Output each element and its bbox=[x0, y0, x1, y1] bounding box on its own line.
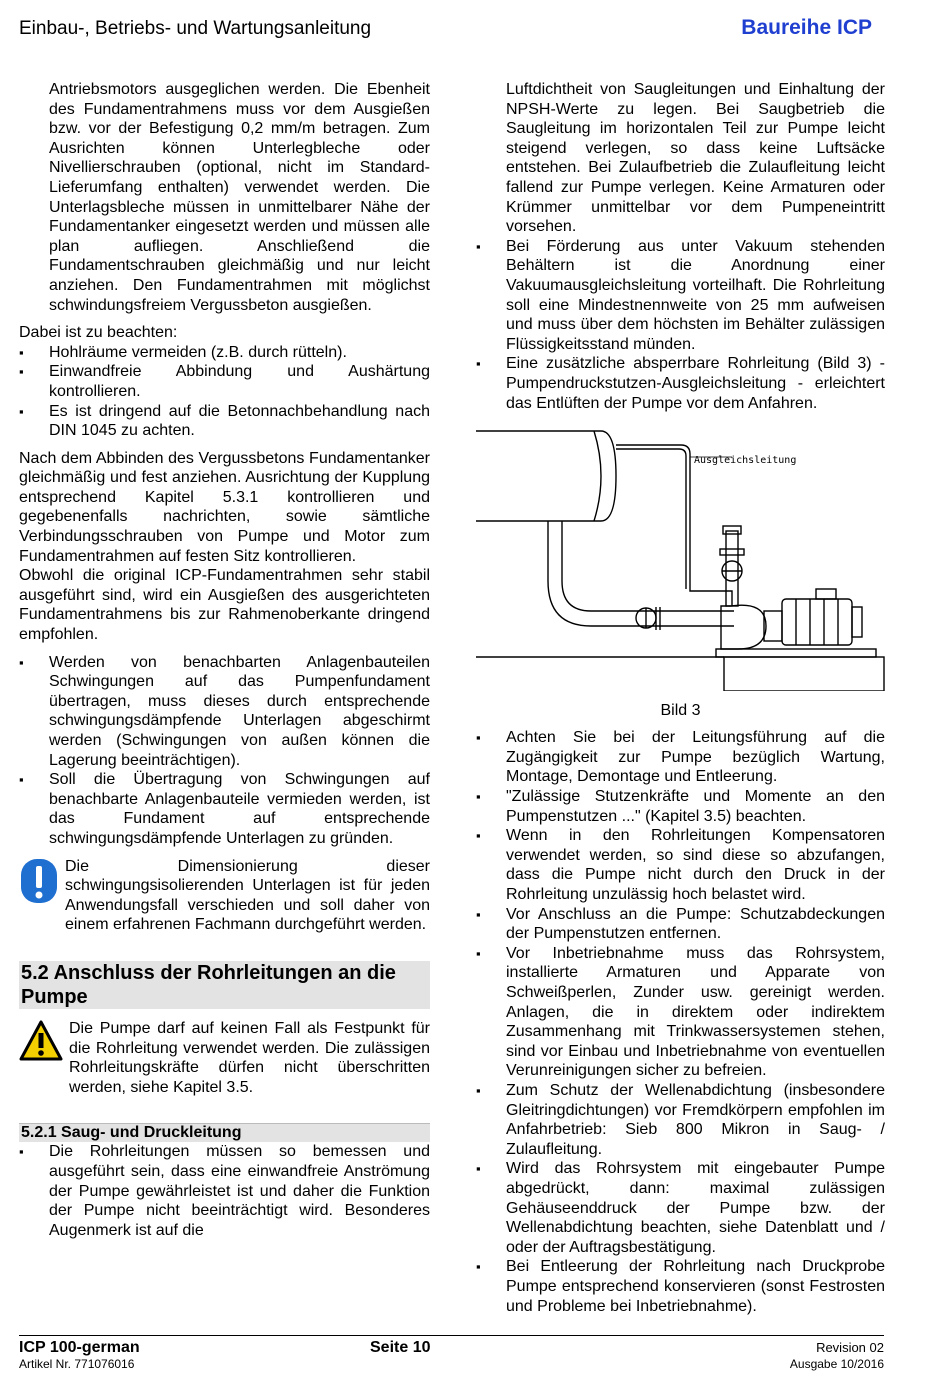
paragraph: Nach dem Abbinden des Vergussbetons Fundamentanker gleichmäßig und fest anziehen. Ausrichtung der Kupplung entsprechend Kapitel 5.3.1 kontrollieren und gegebenenfalls nachrichten, sowie sämtliche Verbindungsschrauben von Pumpe und Motor zum Fundamentrahmen auf festen Sitz kontrollieren. bbox=[19, 449, 430, 565]
note-text: Die Pumpe darf auf keinen Fall als Festpunkt für die Rohrleitung verwendet werden. Die zulässigen Rohrleitungskräfte dürfen nicht überschritten werden, siehe Kapitel 3.5. bbox=[69, 1019, 430, 1096]
tank bbox=[476, 431, 616, 521]
bullet-list bbox=[476, 728, 885, 1316]
paragraph: Dabei ist zu beachten: bbox=[19, 324, 178, 342]
list-item: ▪ Wird das Rohrsystem mit eingebauter Pumpe abgedrückt, dann: maximal zulässigen Gehäuseenddruck der Pumpe bzw. der Wellenabdichtung beachten, siehe Datenblatt und / oder der Auftragsbestätigung. bbox=[476, 1159, 885, 1257]
section-heading: 5.2 Anschluss der Rohrleitungen an die Pumpe bbox=[19, 961, 430, 1009]
list-item: ▪ Einwandfreie Abbindung und Aushärtung kontrollieren. bbox=[19, 362, 430, 401]
list-item: ▪ Vor Anschluss an die Pumpe: Schutzabdeckungen der Pumpenstutzen entfernen. bbox=[476, 905, 885, 944]
header-title: Einbau-, Betriebs- und Wartungsanleitung bbox=[19, 18, 372, 39]
base-frame bbox=[716, 649, 876, 657]
footer-edition: Ausgabe 10/2016 bbox=[789, 1357, 884, 1371]
list-item: ▪ Eine zusätzliche absperrbare Rohrleitung (Bild 3) - Pumpendruckstutzen-Ausgleichsleitung - erleichtert das Entlüften der Pumpe vor dem Anfahren. bbox=[476, 354, 885, 413]
footer-doc-name: ICP 100-german bbox=[19, 1339, 140, 1356]
foundation bbox=[724, 657, 884, 691]
bullet-list bbox=[19, 343, 430, 441]
warning-triangle-icon bbox=[19, 1019, 63, 1063]
suction-pipe bbox=[548, 521, 734, 626]
list-item: ▪ Vor Inbetriebnahme muss das Rohrsystem, installierte Armaturen und Apparate von Schweißperlen, Zunder usw. gereinigt werden. Anlagen, die in direktem oder indirektem Zusammenhang mit Trinkwassersystemen stehen, sind vor Einbau und Inbetriebnahme von eventuellen Verunreinigungen sicher zu befreien. bbox=[476, 944, 885, 1081]
series-title: Baureihe ICP bbox=[741, 16, 872, 39]
warning-note bbox=[19, 1019, 430, 1097]
note-text: Die Dimensionierung dieser schwingungsisolierenden Unterlagen ist für jeden Anwendungsfall verschieden und soll daher von einem erfahrenen Fachmann durchgeführt werden. bbox=[65, 857, 430, 934]
right-column bbox=[476, 80, 885, 1316]
list-item: ▪ Werden von benachbarten Anlagenbauteilen Schwingungen auf das Pumpenfundament übertragen, muss dieses durch entsprechende schwingungsdämpfende Unterlagen abgeschirmt werden (Schwingungen von außen können die Lagerung beeinträchtigen). bbox=[19, 653, 430, 771]
pump-casing bbox=[721, 605, 766, 649]
list-item: ▪ Wenn in den Rohrleitungen Kompensatoren verwendet werden, so sind diese so abzufangen, dass die Pumpe nicht durch den Druck in der Rohrleitung unzulässig hoch belastet wird. bbox=[476, 826, 885, 904]
left-column bbox=[19, 80, 430, 1240]
figure-label: Ausgleichsleitung bbox=[694, 455, 797, 467]
subsection-heading: 5.2.1 Saug- und Druckleitung bbox=[19, 1123, 430, 1142]
figure-caption: Bild 3 bbox=[660, 701, 701, 719]
pump-diagram bbox=[476, 421, 885, 691]
motor bbox=[782, 599, 852, 645]
bullet-list bbox=[19, 1142, 430, 1240]
info-note bbox=[19, 857, 430, 935]
bullet-list bbox=[19, 653, 430, 849]
list-item: ▪ Hohlräume vermeiden (z.B. durch rütteln). bbox=[19, 343, 430, 363]
footer-rule bbox=[19, 1335, 884, 1336]
exclamation-info-icon bbox=[19, 857, 59, 905]
list-item: ▪ Soll die Übertragung von Schwingungen auf benachbarte Anlagenbauteile vermieden werden, ist das Fundament auf entsprechende schwingungsdämpfende Unterlagen zu gründen. bbox=[19, 770, 430, 848]
list-item: ▪ "Zulässige Stutzenkräfte und Momente an den Pumpenstutzen ..." (Kapitel 3.5) beachten. bbox=[476, 787, 885, 826]
bullet-list bbox=[476, 237, 885, 413]
list-item: ▪ Achten Sie bei der Leitungsführung auf die Zugängigkeit zur Pumpe bezüglich Wartung, Montage, Demontage und Entleerung. bbox=[476, 728, 885, 787]
footer-revision: Revision 02 bbox=[816, 1340, 884, 1355]
list-item: ▪ Es ist dringend auf die Betonnachbehandlung nach DIN 1045 zu achten. bbox=[19, 402, 430, 441]
compensation-line bbox=[616, 445, 732, 606]
paragraph: Obwohl die original ICP-Fundamentrahmen sehr stabil ausgeführt sind, wird ein Ausgießen des ausgerichteten Fundamentrahmens bis zur Rahmenoberkante dringend empfohlen. bbox=[19, 567, 430, 644]
paragraph: Antriebsmotors ausgeglichen werden. Die Ebenheit des Fundamentrahmens muss vor dem Ausgießen bzw. vor der Befestigung 0,2 mm/m betragen. Zum Ausrichten können Unterlegbleche oder Nivellierschrauben (optional, nicht im Standard-Lieferumfang enthalten) verwendet werden. Die Unterlagsbleche müssen in unmittelbarer Nähe der Fundamentanker eingesetzt werden und müssen alle plan aufliegen. Anschließend die Fundamentschrauben gleichmäßig und nur leicht anziehen. Den Fundamentrahmen mit möglichst schwindungsfreiem Vergussbeton ausgießen. bbox=[49, 81, 430, 314]
footer-article-number: Artikel Nr. 771076016 bbox=[19, 1357, 135, 1371]
footer-page-number: Seite 10 bbox=[370, 1339, 431, 1356]
list-item: ▪ Die Rohrleitungen müssen so bemessen und ausgeführt sein, dass eine einwandfreie Anströmung der Pumpe gewährleistet ist und daher die Funktion der Pumpe nicht beeinträchtigt wird. Besonderes Augenmerk ist auf die bbox=[19, 1142, 430, 1240]
list-item: ▪ Zum Schutz der Wellenabdichtung (insbesondere Gleitringdichtungen) vor Fremdkörpern empfohlen im Anfahrbetrieb: Sieb 800 Mikron in Saug- / Zulaufleitung. bbox=[476, 1081, 885, 1159]
list-item: ▪ Bei Entleerung der Rohrleitung nach Druckprobe Pumpe entsprechend konservieren (sonst Festrosten und Probleme bei Inbetriebnahme). bbox=[476, 1257, 885, 1316]
paragraph: Luftdichtheit von Saugleitungen und Einhaltung der NPSH-Werte zu legen. Bei Saugbetrieb die Saugleitung im horizontalen Teil zur Pumpe leicht steigend verlegen, so dass keine Luftsäcke entstehen. Bei Zulaufbetrieb die Zulaufleitung leicht fallend zur Pumpe verlegen. Keine Armaturen oder Krümmer unmittelbar vor dem Pumpeneintritt vorsehen. bbox=[506, 81, 885, 236]
list-item: ▪ Bei Förderung aus unter Vakuum stehenden Behältern ist die Anordnung einer Vakuumausgleichsleitung vorteilhaft. Die Rohrleitung soll eine Mindestnennweite von 25 mm aufweisen und muss über dem höchsten im Behälter zulässigen Flüssigkeitsstand münden. bbox=[476, 237, 885, 355]
